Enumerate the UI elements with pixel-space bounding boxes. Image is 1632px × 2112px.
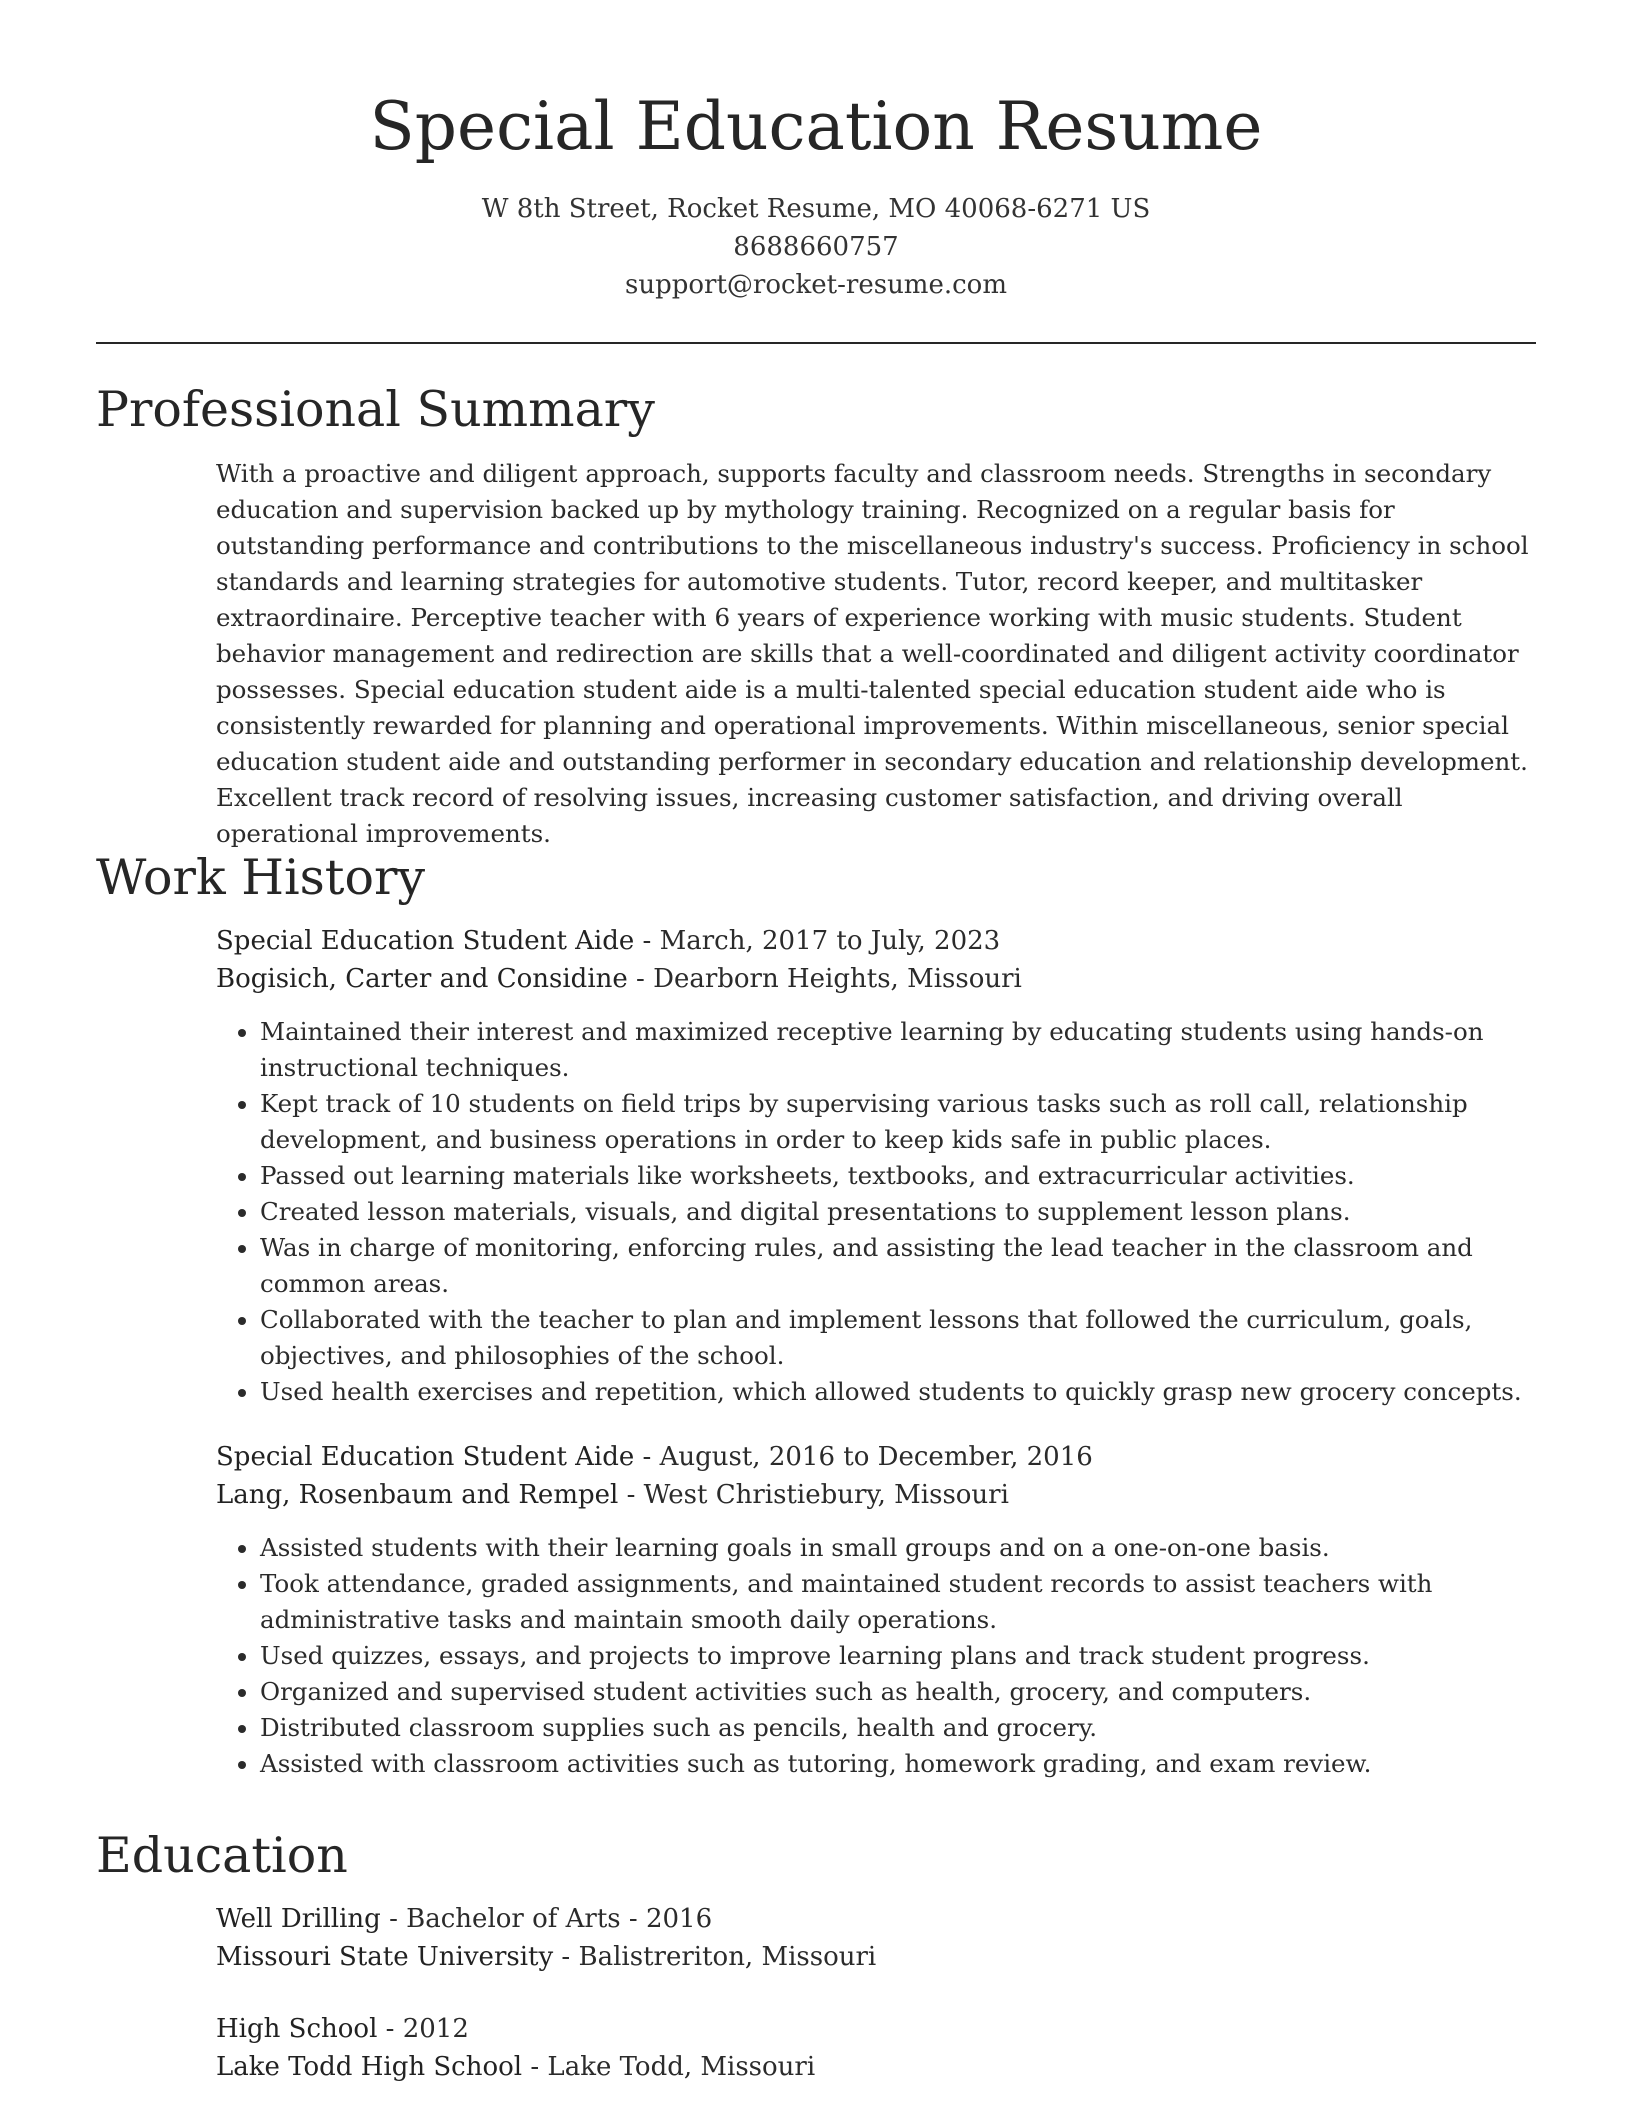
- education-field: Well Drilling: [216, 1904, 381, 1934]
- job-dates: August, 2016 to December, 2016: [659, 1442, 1093, 1472]
- job-company-line: Lang, Rosenbaum and Rempel - West Christiebury, Missouri: [216, 1480, 1009, 1510]
- contact-block: [0, 190, 1632, 304]
- job-company-line: Bogisich, Carter and Considine - Dearborn Heights, Missouri: [216, 964, 1022, 994]
- job-location: West Christiebury, Missouri: [643, 1480, 1009, 1510]
- job-company: Lang, Rosenbaum and Rempel: [216, 1480, 619, 1510]
- job-entry: [216, 922, 1536, 1410]
- job-bullet: • Was in charge of monitoring, enforcing rules, and assisting the lead teacher in the classroom and common areas.: [260, 1230, 1536, 1302]
- education-year: 2016: [645, 1904, 713, 1934]
- job-title-line: Special Education Student Aide - March, 2017 to July, 2023: [216, 926, 1001, 956]
- job-bullets: [216, 1014, 1536, 1410]
- job-bullet: • Used quizzes, essays, and projects to improve learning plans and track student progress.: [260, 1638, 1536, 1674]
- contact-phone: 8688660757: [733, 232, 899, 262]
- education-field: High School: [216, 2014, 378, 2044]
- summary-title: Professional Summary: [96, 381, 655, 438]
- job-bullet: • Distributed classroom supplies such as pencils, health and grocery.: [260, 1710, 1536, 1746]
- education-degree: Bachelor of Arts: [406, 1904, 621, 1934]
- job-role: Special Education Student Aide: [216, 926, 635, 956]
- job-dates: March, 2017 to July, 2023: [659, 926, 1001, 956]
- job-entry: [216, 1438, 1536, 1782]
- contact-address: W 8th Street, Rocket Resume, MO 40068-6271 US: [481, 194, 1151, 224]
- education-school: Missouri State University: [216, 1942, 554, 1972]
- job-bullet: • Passed out learning materials like worksheets, textbooks, and extracurricular activities.: [260, 1158, 1536, 1194]
- contact-email: support@rocket-resume.com: [624, 270, 1007, 300]
- job-bullet: • Organized and supervised student activities such as health, grocery, and computers.: [260, 1674, 1536, 1710]
- education-year: 2012: [402, 2014, 469, 2044]
- education-degree-line: Well Drilling - Bachelor of Arts - 2016: [216, 1904, 713, 1934]
- education-degree-line: High School - 2012: [216, 2014, 469, 2044]
- education-entry: [216, 1900, 1536, 1976]
- education-location: Lake Todd, Missouri: [547, 2052, 816, 2082]
- education-section: [96, 1826, 1536, 2086]
- summary-section: [96, 380, 1536, 852]
- education-title: Education: [96, 1827, 348, 1884]
- job-bullet: • Created lesson materials, visuals, and digital presentations to supplement lesson plans.: [260, 1194, 1536, 1230]
- job-company: Bogisich, Carter and Considine: [216, 964, 628, 994]
- job-bullet: • Maintained their interest and maximized receptive learning by educating students using hands-on instructional techniques.: [260, 1014, 1536, 1086]
- header-divider: [96, 342, 1536, 344]
- education-school-line: Missouri State University - Balistreriton, Missouri: [216, 1942, 877, 1972]
- resume-header: [0, 0, 1632, 304]
- job-bullet: • Assisted students with their learning goals in small groups and on a one-on-one basis.: [260, 1530, 1536, 1566]
- job-bullet: • Used health exercises and repetition, which allowed students to quickly grasp new grocery concepts.: [260, 1374, 1536, 1410]
- job-location: Dearborn Heights, Missouri: [653, 964, 1022, 994]
- work-history-title: Work History: [96, 849, 426, 906]
- job-title-line: Special Education Student Aide - August, 2016 to December, 2016: [216, 1442, 1093, 1472]
- education-school: Lake Todd High School: [216, 2052, 523, 2082]
- education-school-line: Lake Todd High School - Lake Todd, Missouri: [216, 2052, 816, 2082]
- job-bullet: • Collaborated with the teacher to plan and implement lessons that followed the curriculum, goals, objectives, and philosophies of the school.: [260, 1302, 1536, 1374]
- job-bullet: • Assisted with classroom activities such as tutoring, homework grading, and exam review.: [260, 1746, 1536, 1782]
- education-entry: [216, 2010, 1536, 2086]
- education-location: Balistreriton, Missouri: [578, 1942, 877, 1972]
- work-history-section: [96, 848, 1536, 1782]
- job-role: Special Education Student Aide: [216, 1442, 635, 1472]
- resume-name: Special Education Resume: [369, 88, 1263, 165]
- summary-text: With a proactive and diligent approach, supports faculty and classroom needs. Strengths in secondary education and supervision backed up by mythology training. Recognized on a regular basis for outstanding performance and contributions to the miscellaneous industry's success. Proficiency in school standards and learning strategies for automotive students. Tutor, record keeper, and multitasker extraordinaire. Perceptive teacher with 6 years of experience working with music students. Student behavior management and redirection are skills that a well-coordinated and diligent activity coordinator possesses. Special education student aide is a multi-talented special education student aide who is consistently rewarded for planning and operational improvements. Within miscellaneous, senior special education student aide and outstanding performer in secondary education and relationship development. Excellent track record of resolving issues, increasing customer satisfaction, and driving overall operational improvements.: [216, 459, 1529, 848]
- job-bullet: • Kept track of 10 students on field trips by supervising various tasks such as roll call, relationship development, and business operations in order to keep kids safe in public places.: [260, 1086, 1536, 1158]
- job-bullets: [216, 1530, 1536, 1782]
- job-bullet: • Took attendance, graded assignments, and maintained student records to assist teachers with administrative tasks and maintain smooth daily operations.: [260, 1566, 1536, 1638]
